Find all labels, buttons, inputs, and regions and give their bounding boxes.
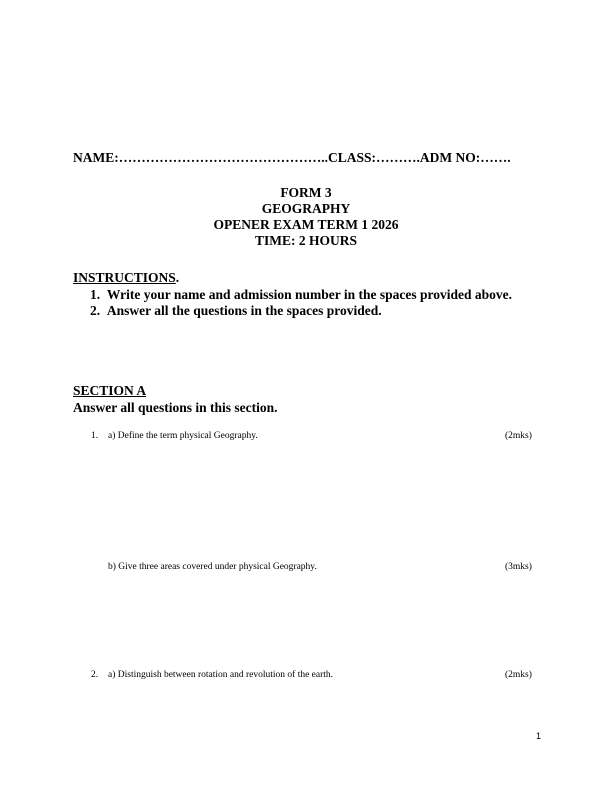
question-text: b) Give three areas covered under physical Geography. bbox=[108, 562, 317, 572]
instruction-item: 1. Write your name and admission number in the spaces provided above. bbox=[90, 287, 513, 302]
page-number: 1 bbox=[536, 731, 542, 741]
question-marks: (2mks) bbox=[505, 431, 532, 441]
section-subheading: Answer all questions in this section. bbox=[73, 400, 278, 415]
question-text: a) Define the term physical Geography. bbox=[108, 431, 258, 441]
time-title: TIME: 2 HOURS bbox=[254, 233, 357, 248]
section-heading: SECTION A bbox=[73, 383, 147, 398]
instructions-heading: INSTRUCTIONS. bbox=[73, 270, 180, 285]
question-number: 2. bbox=[91, 670, 99, 680]
question-number: 1. bbox=[91, 431, 99, 441]
subject-title: GEOGRAPHY bbox=[261, 201, 351, 216]
form-title: FORM 3 bbox=[280, 185, 332, 200]
exam-title: OPENER EXAM TERM 1 2026 bbox=[213, 217, 399, 232]
name-class-adm-line: NAME:………………………………………..CLASS:……….ADM NO:……. bbox=[73, 150, 511, 165]
question-marks: (3mks) bbox=[505, 562, 532, 572]
question-text: a) Distinguish between rotation and revolution of the earth. bbox=[108, 670, 334, 680]
instruction-item: 2. Answer all the questions in the spaces provided. bbox=[90, 303, 382, 318]
question-marks: (2mks) bbox=[505, 670, 532, 680]
